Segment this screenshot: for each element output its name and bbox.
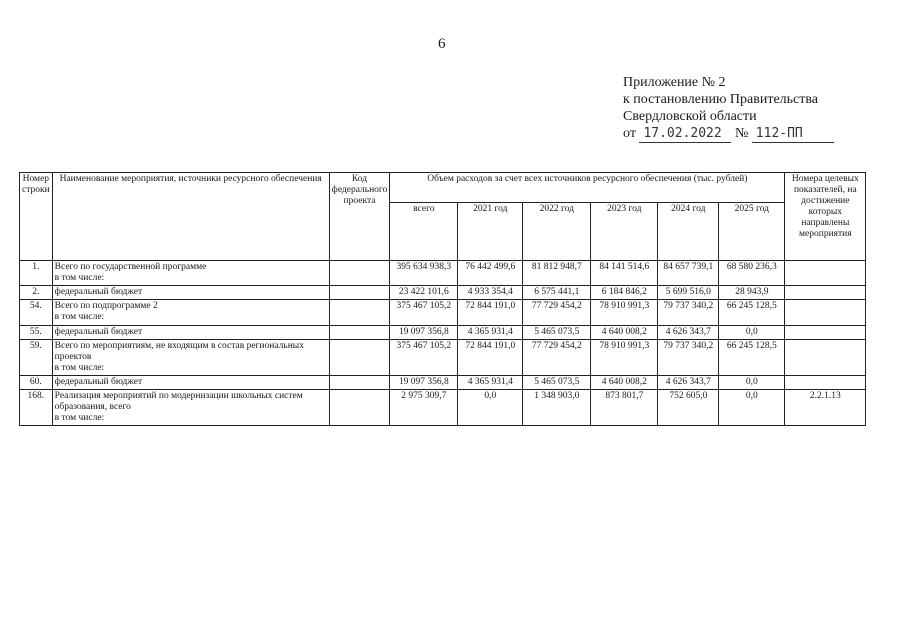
row-total: 19 097 356,8 xyxy=(390,326,458,340)
header-federal-code: Код федерального проекта xyxy=(329,173,390,261)
date-prefix: от xyxy=(623,126,636,141)
row-2021: 76 442 499,6 xyxy=(458,261,523,286)
header-2023: 2023 год xyxy=(591,203,658,261)
row-2024: 84 657 739,1 xyxy=(658,261,719,286)
row-2025: 66 245 128,5 xyxy=(719,300,785,326)
budget-table xyxy=(19,172,866,426)
appendix-block xyxy=(623,74,834,143)
row-2025: 0,0 xyxy=(719,326,785,340)
row-total: 2 975 309,7 xyxy=(390,390,458,426)
row-total: 375 467 105,2 xyxy=(390,340,458,376)
row-2021: 72 844 191,0 xyxy=(458,340,523,376)
header-2021: 2021 год xyxy=(458,203,523,261)
table-row xyxy=(20,326,866,340)
row-2025: 68 580 236,3 xyxy=(719,261,785,286)
row-code xyxy=(329,376,390,390)
row-indicators xyxy=(785,286,866,300)
row-2022: 5 465 073,5 xyxy=(523,376,591,390)
row-2025: 28 943,9 xyxy=(719,286,785,300)
row-2021: 72 844 191,0 xyxy=(458,300,523,326)
appendix-title: Приложение № 2 xyxy=(623,75,726,90)
row-number: 1. xyxy=(20,261,53,286)
row-2023: 84 141 514,6 xyxy=(591,261,658,286)
row-2021: 4 933 354,4 xyxy=(458,286,523,300)
row-2022: 77 729 454,2 xyxy=(523,300,591,326)
row-total: 23 422 101,6 xyxy=(390,286,458,300)
row-indicators xyxy=(785,261,866,286)
row-number: 59. xyxy=(20,340,53,376)
header-2024: 2024 год xyxy=(658,203,719,261)
row-2023: 6 184 846,2 xyxy=(591,286,658,300)
appendix-resolution: к постановлению Правительства xyxy=(623,92,819,107)
page-number: 6 xyxy=(438,36,446,52)
row-total: 375 467 105,2 xyxy=(390,300,458,326)
row-indicators xyxy=(785,340,866,376)
row-2023: 4 640 008,2 xyxy=(591,326,658,340)
table-row xyxy=(20,300,866,326)
row-number: 168. xyxy=(20,390,53,426)
row-code xyxy=(329,261,390,286)
row-code xyxy=(329,340,390,376)
row-number: 54. xyxy=(20,300,53,326)
table-row xyxy=(20,261,866,286)
row-code xyxy=(329,286,390,300)
row-number: 2. xyxy=(20,286,53,300)
row-2023: 78 910 991,3 xyxy=(591,340,658,376)
row-code xyxy=(329,390,390,426)
row-name: федеральный бюджет xyxy=(52,376,329,390)
row-total: 19 097 356,8 xyxy=(390,376,458,390)
row-2024: 4 626 343,7 xyxy=(658,326,719,340)
table-row xyxy=(20,286,866,300)
row-name: федеральный бюджет xyxy=(52,326,329,340)
row-2021: 0,0 xyxy=(458,390,523,426)
table-row xyxy=(20,390,866,426)
number-prefix: № xyxy=(734,126,749,141)
date-value: 17.02.2022 xyxy=(639,125,731,143)
header-indicators: Номера целевых показателей, на достижение которых направлены мероприятия xyxy=(785,173,866,261)
row-2025: 0,0 xyxy=(719,376,785,390)
row-name: Реализация мероприятий по модернизации школьных систем образования, всего в том числе: xyxy=(52,390,329,426)
row-total: 395 634 938,3 xyxy=(390,261,458,286)
header-2025: 2025 год xyxy=(719,203,785,261)
row-name: Всего по государственной программе в том числе: xyxy=(52,261,329,286)
appendix-date-line xyxy=(623,125,834,143)
appendix-region: Свердловской области xyxy=(623,109,757,124)
row-indicators xyxy=(785,376,866,390)
row-2023: 78 910 991,3 xyxy=(591,300,658,326)
row-2023: 4 640 008,2 xyxy=(591,376,658,390)
table-row xyxy=(20,376,866,390)
header-name: Наименование мероприятия, источники ресурсного обеспечения xyxy=(52,173,329,261)
row-indicators xyxy=(785,326,866,340)
row-2024: 752 605,0 xyxy=(658,390,719,426)
row-2022: 1 348 903,0 xyxy=(523,390,591,426)
row-2023: 873 801,7 xyxy=(591,390,658,426)
header-row-number: Номер строки xyxy=(20,173,53,261)
number-value: 112-ПП xyxy=(752,125,834,143)
row-2024: 79 737 340,2 xyxy=(658,340,719,376)
row-2025: 66 245 128,5 xyxy=(719,340,785,376)
header-expenses-group: Объем расходов за счет всех источников ресурсного обеспечения (тыс. рублей) xyxy=(390,173,785,203)
row-2024: 79 737 340,2 xyxy=(658,300,719,326)
row-number: 60. xyxy=(20,376,53,390)
row-2024: 4 626 343,7 xyxy=(658,376,719,390)
row-name: федеральный бюджет xyxy=(52,286,329,300)
row-name: Всего по подпрограмме 2 в том числе: xyxy=(52,300,329,326)
row-code xyxy=(329,300,390,326)
row-number: 55. xyxy=(20,326,53,340)
row-indicators xyxy=(785,300,866,326)
row-2021: 4 365 931,4 xyxy=(458,326,523,340)
table-row xyxy=(20,340,866,376)
row-2024: 5 699 516,0 xyxy=(658,286,719,300)
row-name: Всего по мероприятиям, не входящим в состав региональных проектов в том числе: xyxy=(52,340,329,376)
row-code xyxy=(329,326,390,340)
header-2022: 2022 год xyxy=(523,203,591,261)
row-indicators: 2.2.1.13 xyxy=(785,390,866,426)
row-2025: 0,0 xyxy=(719,390,785,426)
row-2022: 5 465 073,5 xyxy=(523,326,591,340)
header-total: всего xyxy=(390,203,458,261)
row-2022: 77 729 454,2 xyxy=(523,340,591,376)
row-2021: 4 365 931,4 xyxy=(458,376,523,390)
row-2022: 81 812 948,7 xyxy=(523,261,591,286)
row-2022: 6 575 441,1 xyxy=(523,286,591,300)
